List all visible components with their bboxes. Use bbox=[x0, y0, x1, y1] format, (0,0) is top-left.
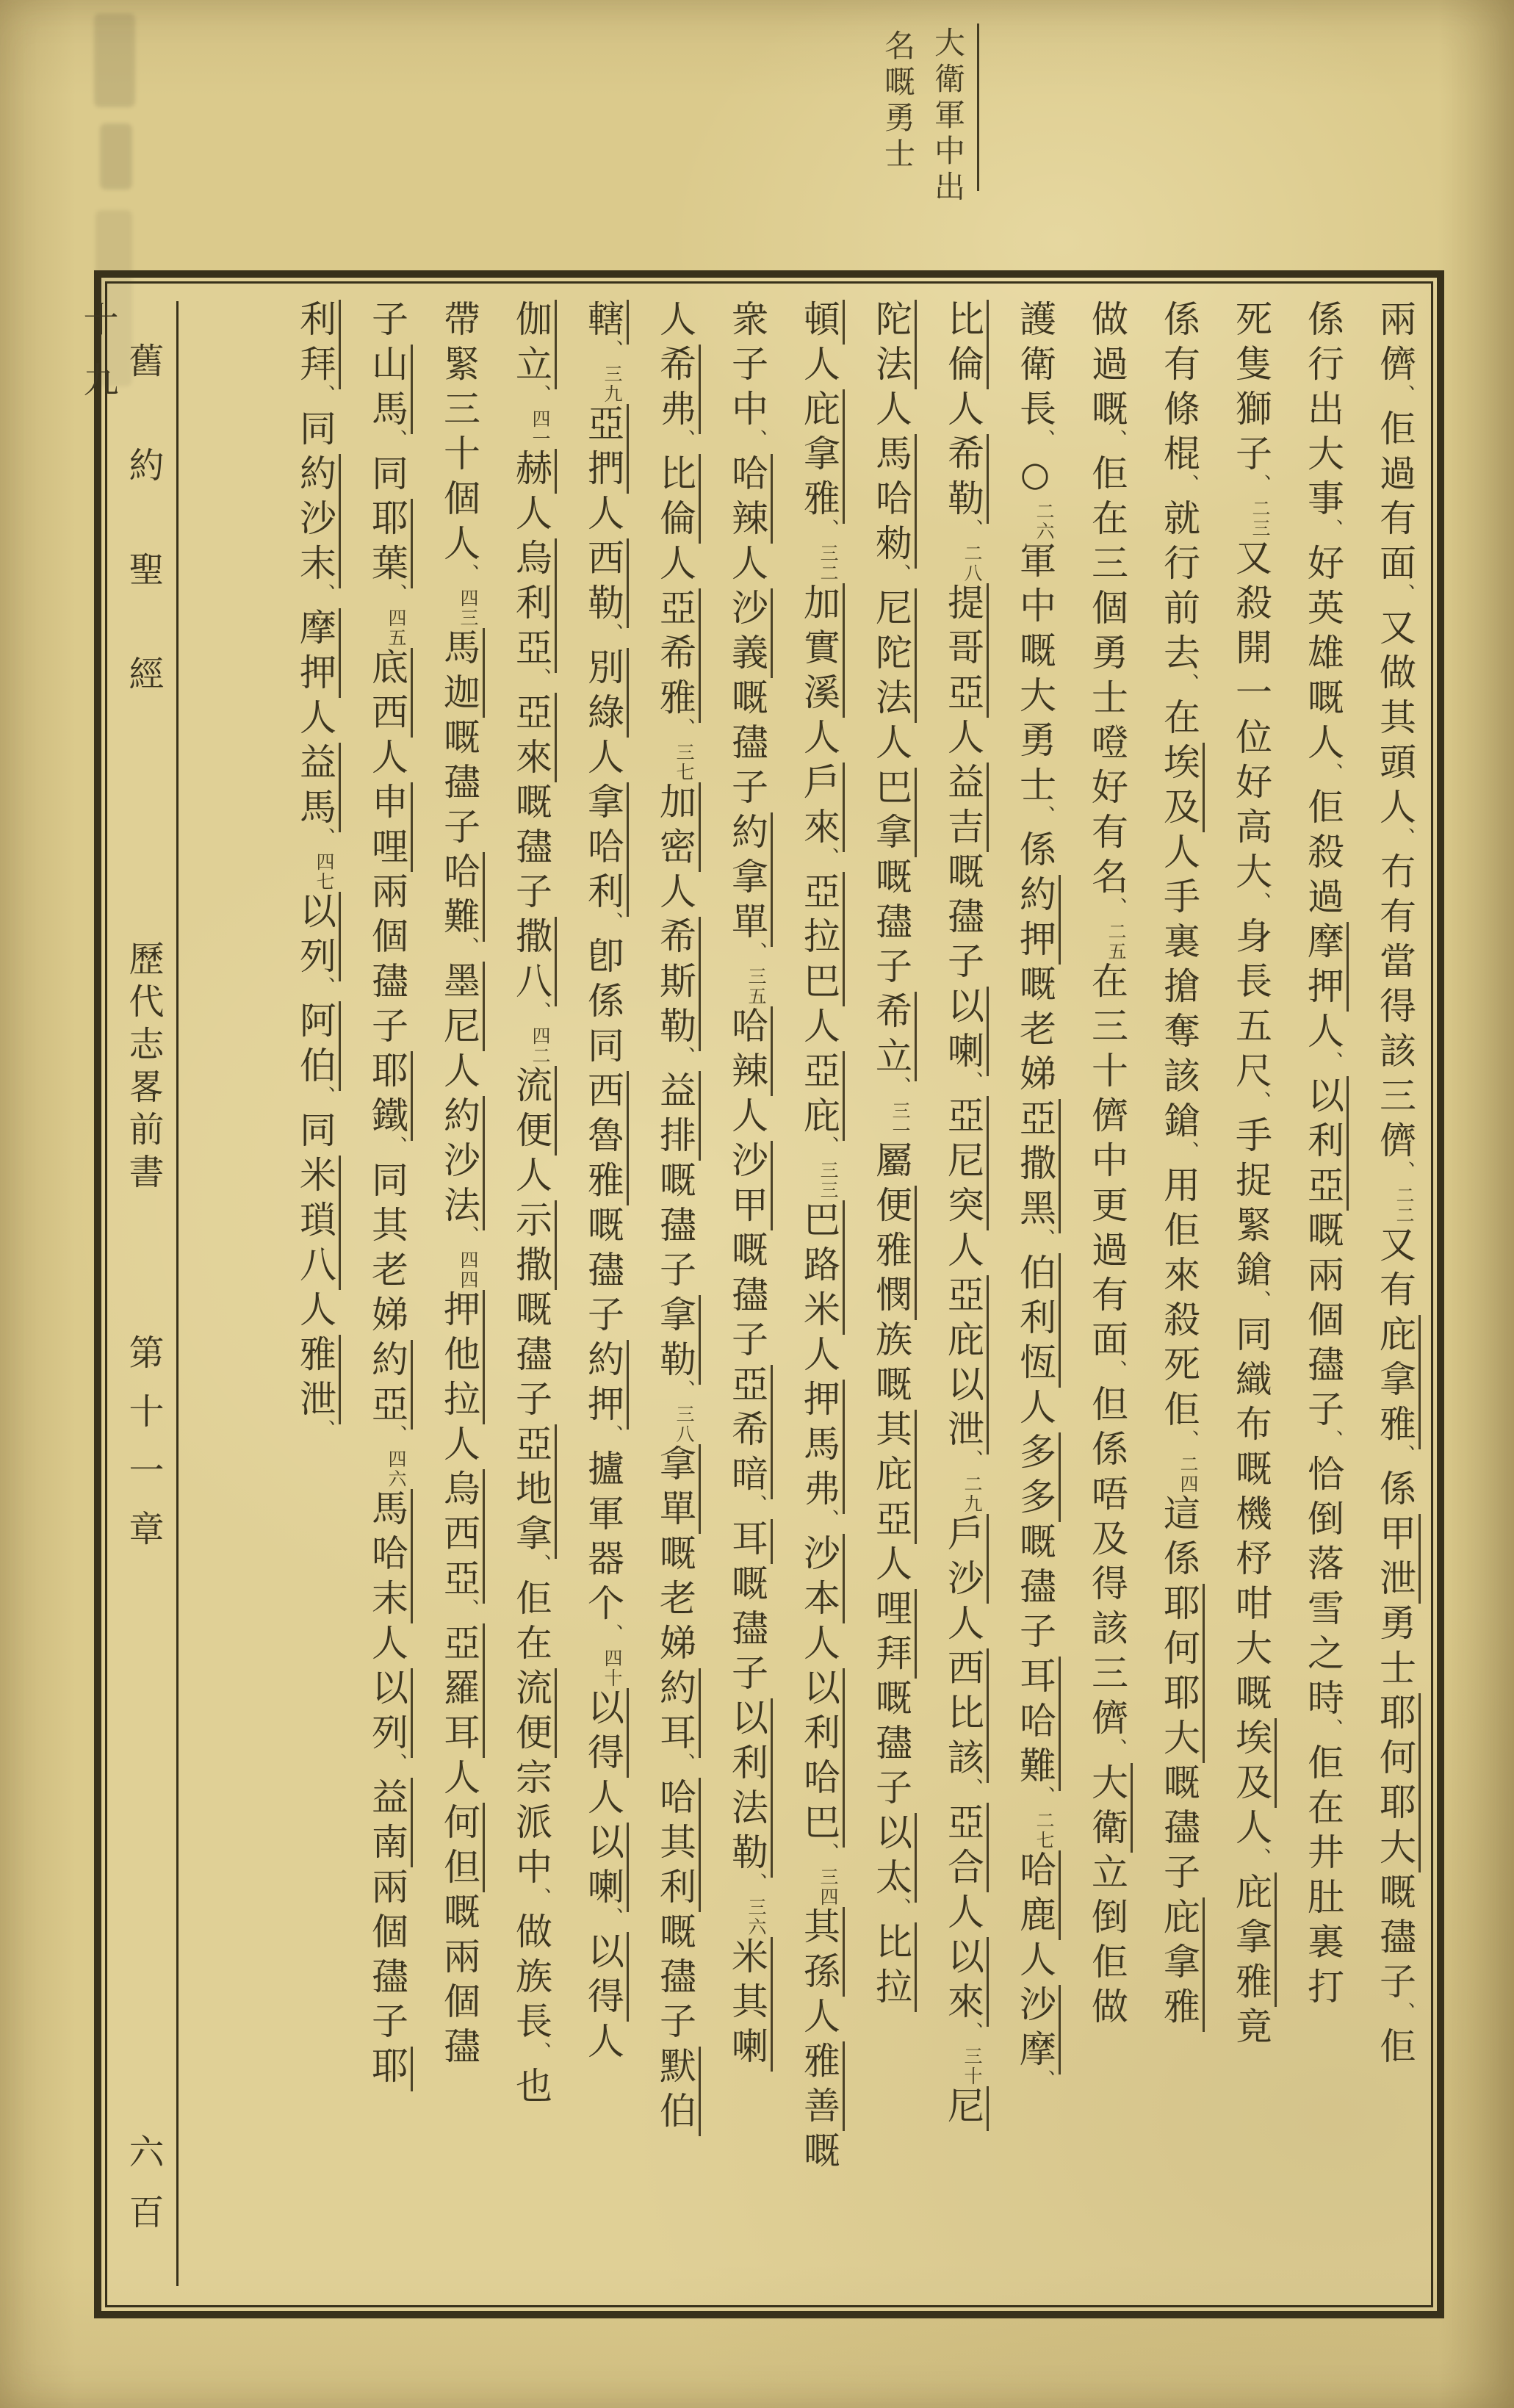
pause-mark: 、 bbox=[744, 429, 767, 449]
verse-number: 二三 bbox=[1250, 499, 1271, 538]
proper-name: 雅泄 bbox=[294, 1335, 341, 1424]
proper-name: 哈難 bbox=[438, 852, 485, 942]
verse-number: 四二 bbox=[530, 1026, 551, 1066]
proper-name: 庇拿雅 bbox=[1158, 1897, 1205, 2032]
pause-mark: 、 bbox=[816, 847, 839, 867]
proper-name: 頓 bbox=[798, 300, 845, 345]
proper-name: 西勒 bbox=[582, 538, 629, 628]
pause-mark: 、 bbox=[1248, 1290, 1271, 1310]
pause-mark: 、 bbox=[1104, 1738, 1127, 1758]
text-column: 做過嘅、佢在三個勇士噔好有名、二五在三十儕中更過有面、但係唔及得該三儕、大衛立倒佢做 bbox=[1086, 300, 1128, 2285]
pause-mark: 、 bbox=[528, 668, 551, 688]
pause-mark: 、 bbox=[1320, 763, 1343, 782]
pause-mark: 、 bbox=[1248, 1848, 1271, 1867]
verse-number: 二四 bbox=[1178, 1454, 1199, 1494]
verse-number: 四六 bbox=[386, 1449, 407, 1489]
proper-name: 尼 bbox=[942, 2086, 989, 2131]
pause-mark: 、 bbox=[1320, 1051, 1343, 1071]
pause-mark: 、 bbox=[816, 1509, 839, 1529]
pause-mark: 、 bbox=[888, 1897, 911, 1917]
pause-mark: 、 bbox=[312, 384, 335, 404]
pause-mark: 、 bbox=[600, 1907, 623, 1927]
pause-mark: 、 bbox=[1392, 2002, 1415, 2022]
proper-name: 哈鹿 bbox=[1014, 1850, 1061, 1940]
pause-mark: 、 bbox=[312, 1419, 335, 1439]
pause-mark: 、 bbox=[672, 1380, 695, 1399]
verse-number: 四十 bbox=[602, 1648, 623, 1688]
proper-name: 耶何耶大 bbox=[1158, 1584, 1205, 1763]
running-head-line-2: 名嘅勇士 bbox=[880, 29, 916, 173]
pause-mark: 、 bbox=[1176, 1141, 1199, 1161]
proper-name: 比倫 bbox=[654, 454, 701, 544]
proper-name: 戶來 bbox=[798, 763, 845, 852]
pause-mark: 、 bbox=[1032, 1786, 1055, 1806]
proper-name: 摩押 bbox=[294, 608, 341, 698]
pause-mark: 、 bbox=[312, 583, 335, 603]
proper-name: 庇拿雅 bbox=[1230, 1872, 1277, 2007]
chapter-number: 第十一章 bbox=[123, 1334, 164, 1569]
text-column: 帶緊三十個人、四三馬迦嘅孻子哈難、墨尼人約沙法、四四押他拉人烏西亞、亞羅耳人何但嘅兩個孻 bbox=[438, 300, 480, 2285]
text-column: 子山馬、同耶葉、四五底西人申哩兩個孻子耶鐵、同其老娣約亞、四六馬哈末人以列、益南兩個孻子耶 bbox=[366, 300, 408, 2285]
proper-name: 埃及 bbox=[1158, 743, 1205, 832]
ink-bleed-artifact bbox=[94, 13, 135, 107]
text-column: 衆子中、哈辣人沙義嘅孻子約拿單、三五哈辣人沙甲嘅孻子亞希暗、耳嘅孻子以利法勒、三六米其喇 bbox=[726, 300, 768, 2285]
proper-name: 希勒 bbox=[942, 434, 989, 524]
proper-name: 尼陀法 bbox=[870, 588, 917, 723]
pause-mark: 、 bbox=[600, 1623, 623, 1643]
proper-name: 何但 bbox=[438, 1803, 485, 1892]
pause-mark: 、 bbox=[1032, 429, 1055, 449]
proper-name: 撒八 bbox=[510, 917, 557, 1006]
proper-name: 伯利恆 bbox=[1014, 1253, 1061, 1388]
pause-mark: 、 bbox=[600, 339, 623, 359]
proper-name: 馬迦 bbox=[438, 628, 485, 718]
pause-mark: 、 bbox=[888, 563, 911, 583]
proper-name: 阿伯 bbox=[294, 1001, 341, 1091]
proper-name: 流便 bbox=[510, 1668, 557, 1758]
proper-name: 墨尼 bbox=[438, 962, 485, 1051]
verse-number: 四七 bbox=[314, 852, 335, 892]
pause-mark: 、 bbox=[384, 429, 407, 449]
proper-name: 便雅憫 bbox=[870, 1186, 917, 1320]
pause-mark: 、 bbox=[528, 1554, 551, 1574]
text-column: 轄、三九亞捫人西勒、別綠人拿哈利、卽係同西魯雅嘅孻子約押、攎軍器个、四十以得人以喇、以得人 bbox=[582, 300, 624, 2285]
proper-name: 申哩 bbox=[366, 782, 413, 872]
proper-name: 比拉 bbox=[870, 1922, 917, 2012]
verse-number: 三六 bbox=[746, 1897, 767, 1937]
proper-name: 拿勒 bbox=[654, 1295, 701, 1385]
proper-name: 提哥亞 bbox=[942, 583, 989, 718]
pause-mark: 、 bbox=[1032, 1228, 1055, 1248]
proper-name: 以喇 bbox=[942, 987, 989, 1076]
proper-name: 哈辣 bbox=[726, 1006, 773, 1096]
proper-name: 約沙末 bbox=[294, 454, 341, 588]
proper-name: 耶鐵 bbox=[366, 1051, 413, 1141]
pause-mark: 、 bbox=[960, 2022, 983, 2041]
proper-name: 耶 bbox=[366, 2047, 413, 2091]
proper-name: 亞羅耳 bbox=[438, 1623, 485, 1758]
verse-number: 四五 bbox=[386, 608, 407, 648]
proper-name: 巴拿 bbox=[870, 768, 917, 857]
proper-name: 巴路米 bbox=[798, 1200, 845, 1335]
verse-number: 四一 bbox=[530, 409, 551, 449]
verse-number: 二二 bbox=[1394, 1186, 1415, 1225]
proper-name: 耳 bbox=[726, 1519, 773, 1564]
proper-name: 米瑣八 bbox=[294, 1156, 341, 1290]
verse-number: 三七 bbox=[674, 743, 695, 782]
pause-mark: 、 bbox=[528, 1001, 551, 1021]
proper-name: 加實溪 bbox=[798, 583, 845, 718]
proper-name: 沙本 bbox=[798, 1534, 845, 1623]
proper-name: 哈其利 bbox=[654, 1778, 701, 1912]
proper-name: 西比該 bbox=[942, 1648, 989, 1783]
pause-mark: 、 bbox=[456, 1225, 479, 1245]
proper-name: 流便 bbox=[510, 1066, 557, 1156]
pause-mark: 、 bbox=[888, 1076, 911, 1096]
proper-name: 約拿單 bbox=[726, 812, 773, 947]
proper-name: 默伯 bbox=[654, 2047, 701, 2136]
proper-name: 以利哈巴 bbox=[798, 1668, 845, 1848]
pause-mark: 、 bbox=[1176, 474, 1199, 494]
proper-name: 拿單 bbox=[654, 1444, 701, 1534]
proper-name: 拿哈利 bbox=[582, 782, 629, 917]
proper-name: 西魯雅 bbox=[582, 1071, 629, 1205]
verse-number: 三二 bbox=[818, 544, 839, 583]
title-column bbox=[77, 301, 179, 2286]
proper-name: 伽立 bbox=[510, 300, 557, 389]
proper-name: 約耳 bbox=[654, 1668, 701, 1758]
proper-name: 加密 bbox=[654, 782, 701, 872]
verse-number: 三五 bbox=[746, 967, 767, 1006]
proper-name: 戶沙 bbox=[942, 1514, 989, 1604]
pause-mark: 、 bbox=[1320, 519, 1343, 538]
proper-name: 雅善 bbox=[798, 2041, 845, 2131]
proper-name: 埃及 bbox=[1230, 1718, 1277, 1808]
proper-name: 亞希雅 bbox=[654, 588, 701, 723]
pause-mark: 、 bbox=[1104, 429, 1127, 449]
pause-mark: 、 bbox=[744, 1872, 767, 1892]
verse-number: 三四 bbox=[818, 1867, 839, 1907]
proper-name: 以得 bbox=[582, 1688, 629, 1778]
pause-mark: 、 bbox=[1320, 1430, 1343, 1449]
proper-name: 馬哈末 bbox=[366, 1489, 413, 1623]
text-column: 係有條棍、就行前去、在埃及人手裏搶奪該鎗、用佢來殺死佢、二四這係耶何耶大嘅孻子庇拿雅 bbox=[1158, 300, 1200, 2285]
verse-number: 二七 bbox=[1034, 1811, 1055, 1850]
proper-name: 其孫 bbox=[798, 1907, 845, 1997]
text-column: 比倫人希勒、二八提哥亞人益吉嘅孻子以喇、亞尼突人亞庇以泄、二九戶沙人西比該、亞合人以來、三十尼 bbox=[942, 300, 984, 2285]
proper-name: 米其喇 bbox=[726, 1937, 773, 2072]
pause-mark: 、 bbox=[816, 1136, 839, 1156]
proper-name: 希弗 bbox=[654, 345, 701, 434]
verse-number: 三九 bbox=[602, 364, 623, 404]
text-column: 護衛長、○二六軍中嘅大勇士、係約押嘅老娣亞撒黑、伯利恆人多多嘅孻子耳哈難、二七哈鹿人沙摩、 bbox=[1014, 300, 1056, 2285]
pause-mark: 、 bbox=[312, 976, 335, 996]
proper-name: 益南 bbox=[366, 1778, 413, 1867]
proper-name: 以喇 bbox=[582, 1823, 629, 1912]
book-title: 舊約聖經 bbox=[123, 342, 164, 760]
proper-name: 陀法 bbox=[870, 300, 917, 389]
pause-mark: 、 bbox=[1320, 1718, 1343, 1738]
proper-name: 大衛 bbox=[1086, 1763, 1133, 1853]
proper-name: 多多 bbox=[1014, 1432, 1061, 1522]
proper-name: 以列 bbox=[294, 892, 341, 981]
text-frame bbox=[77, 270, 1444, 2318]
text-column: 人希弗、比倫人亞希雅、三七加密人希斯勒、益排嘅孻子拿勒、三八拿單嘅老娣約耳、哈其利嘅孻子默伯 bbox=[654, 300, 696, 2285]
proper-name: 亞拉巴 bbox=[798, 872, 845, 1006]
pause-mark: 、 bbox=[1392, 1444, 1415, 1464]
proper-name: 押馬弗 bbox=[798, 1380, 845, 1514]
proper-name: 亞尼突 bbox=[942, 1096, 989, 1230]
page-number: 六百十九 bbox=[77, 301, 164, 2254]
pause-mark: 、 bbox=[1104, 1360, 1127, 1380]
pause-mark: 、 bbox=[456, 1598, 479, 1618]
pause-mark: 、 bbox=[384, 583, 407, 603]
text-column: 頓人庇拿雅、三二加實溪人戶來、亞拉巴人亞庇、三三巴路米人押馬弗、沙本人以利哈巴、三四其孫人雅善嘅 bbox=[798, 300, 840, 2285]
pause-mark: 、 bbox=[960, 1778, 983, 1798]
proper-name: 哈辣 bbox=[726, 454, 773, 544]
pause-mark: 、 bbox=[600, 1424, 623, 1444]
pause-mark: 、 bbox=[528, 384, 551, 404]
proper-name: 底西 bbox=[366, 648, 413, 738]
proper-name: 約押 bbox=[582, 1340, 629, 1430]
pause-mark: 、 bbox=[672, 1046, 695, 1066]
proper-name: 利拜 bbox=[294, 300, 341, 389]
verse-number: 三三 bbox=[818, 1161, 839, 1200]
section-title: 歷代志畧前書 bbox=[123, 940, 164, 1196]
proper-name: 沙甲 bbox=[726, 1141, 773, 1230]
proper-name: 沙摩 bbox=[1014, 1985, 1061, 2074]
pause-mark: 、 bbox=[744, 1494, 767, 1514]
pause-mark: 、 bbox=[960, 519, 983, 538]
pause-mark: 、 bbox=[1248, 892, 1271, 912]
proper-name: 押他拉 bbox=[438, 1290, 485, 1424]
proper-name: 約沙法 bbox=[438, 1096, 485, 1230]
proper-name: 比倫 bbox=[942, 300, 989, 389]
proper-name: 耶何耶大 bbox=[1374, 1693, 1421, 1872]
pause-mark: 、 bbox=[1032, 2069, 1055, 2089]
pause-mark: 、 bbox=[744, 942, 767, 962]
pause-mark: 、 bbox=[960, 1071, 983, 1091]
pause-mark: 、 bbox=[816, 519, 839, 538]
pause-mark: 、 bbox=[312, 827, 335, 847]
ink-bleed-artifact bbox=[100, 123, 132, 190]
proper-name: 益吉 bbox=[942, 763, 989, 852]
pause-mark: 、 bbox=[1392, 1161, 1415, 1180]
proper-name: 亞庇以泄 bbox=[942, 1275, 989, 1454]
verse-number: 三十 bbox=[962, 2047, 983, 2086]
verse-number: 二五 bbox=[1106, 922, 1127, 962]
proper-name: 以利法勒 bbox=[726, 1698, 773, 1878]
proper-name: 馬哈勑 bbox=[870, 434, 917, 569]
proper-name: 以列 bbox=[366, 1668, 413, 1758]
proper-name: 亞地拿 bbox=[510, 1424, 557, 1559]
pause-mark: 、 bbox=[960, 1449, 983, 1469]
proper-name: 耶葉 bbox=[366, 499, 413, 588]
proper-name: 哩拜 bbox=[870, 1589, 917, 1679]
proper-name: 亞希暗 bbox=[726, 1365, 773, 1499]
pause-mark: 、 bbox=[1392, 384, 1415, 404]
verse-number: 三八 bbox=[674, 1405, 695, 1444]
pause-mark: 、 bbox=[1176, 673, 1199, 693]
verse-number: 二九 bbox=[962, 1474, 983, 1514]
proper-name: 以來 bbox=[942, 1937, 989, 2027]
proper-name: 以得 bbox=[582, 1932, 629, 2022]
text-frame-inner-border bbox=[77, 281, 1433, 2307]
verse-number: 三一 bbox=[890, 1101, 911, 1141]
verse-number: 二六 bbox=[1034, 502, 1055, 541]
pause-mark: 、 bbox=[1104, 897, 1127, 917]
proper-name: 其庇亞 bbox=[870, 1410, 917, 1544]
pause-mark: 、 bbox=[456, 563, 479, 583]
verse-number: 四四 bbox=[458, 1250, 479, 1290]
pause-mark: 、 bbox=[1392, 827, 1415, 847]
text-column: 伽立、四一赫人烏利亞、亞來嘅孻子撒八、四二流便人示撒嘅孻子亞地拿、佢在流便宗派中、做族長、也 bbox=[510, 300, 552, 2285]
pause-mark: 、 bbox=[312, 1086, 335, 1106]
text-column: 死隻獅子、二三又殺開一位好高大、身長五尺、手捉緊鎗、同織布嘅機杼咁大嘅埃及人、庇拿雅竟 bbox=[1230, 300, 1272, 2285]
proper-name: 摩押 bbox=[1302, 922, 1349, 1012]
proper-name: 亞捫 bbox=[582, 404, 629, 494]
pause-mark: 、 bbox=[672, 718, 695, 738]
proper-name: 亞庇 bbox=[798, 1051, 845, 1141]
proper-name: 約押 bbox=[1014, 875, 1061, 965]
proper-name: 希斯勒 bbox=[654, 917, 701, 1051]
proper-name: 以利亞 bbox=[1302, 1076, 1349, 1211]
pause-mark: 、 bbox=[600, 623, 623, 643]
proper-name: 沙義 bbox=[726, 588, 773, 678]
pause-mark: 、 bbox=[600, 912, 623, 931]
proper-name: 庇拿雅 bbox=[1374, 1315, 1421, 1449]
proper-name: 烏利亞 bbox=[510, 538, 557, 673]
proper-name: 耳哈難 bbox=[1014, 1657, 1061, 1791]
pause-mark: 、 bbox=[384, 1424, 407, 1444]
proper-name: 甲泄 bbox=[1374, 1514, 1421, 1604]
pause-mark: 、 bbox=[1248, 474, 1271, 494]
proper-name: 山馬 bbox=[366, 345, 413, 434]
pause-mark: 、 bbox=[1248, 1091, 1271, 1111]
verse-number: 四三 bbox=[458, 588, 479, 628]
proper-name: 赫 bbox=[510, 449, 557, 494]
proper-name: 益排 bbox=[654, 1071, 701, 1161]
proper-name: 亞來 bbox=[510, 693, 557, 782]
pause-mark: 、 bbox=[384, 1753, 407, 1773]
proper-name: 以太 bbox=[870, 1813, 917, 1903]
proper-name: 別綠 bbox=[582, 648, 629, 738]
scripture-columns bbox=[254, 300, 1421, 2285]
running-head-line-1: 大衛軍中出 bbox=[930, 26, 966, 206]
proper-name: 庇拿雅 bbox=[798, 389, 845, 524]
text-column: 係行出大事、好英雄嘅人、佢殺過摩押人、以利亞嘅兩個孻子、恰倒落雪之時、佢在井肚裏打 bbox=[1302, 300, 1344, 2285]
pause-mark: 、 bbox=[1392, 583, 1415, 603]
running-head-rule bbox=[977, 24, 979, 191]
verse-number: 二八 bbox=[962, 544, 983, 583]
proper-name: 亞撒黑 bbox=[1014, 1099, 1061, 1233]
pause-mark: 、 bbox=[672, 1753, 695, 1773]
proper-name: 益馬 bbox=[294, 743, 341, 832]
pause-mark: 、 bbox=[816, 1842, 839, 1862]
section-circle: ○ bbox=[1015, 454, 1055, 502]
pause-mark: 、 bbox=[528, 2041, 551, 2061]
proper-name: 示撒 bbox=[510, 1200, 557, 1290]
proper-name: 約亞 bbox=[366, 1340, 413, 1430]
proper-name: 希立 bbox=[870, 992, 917, 1081]
text-column: 兩儕、佢過有面、又做其頭人、冇有當得該三儕、二二又有庇拿雅、係甲泄勇士耶何耶大嘅孻子、佢 bbox=[1374, 300, 1416, 2285]
pause-mark: 、 bbox=[1176, 1430, 1199, 1449]
proper-name: 轄 bbox=[582, 300, 629, 345]
proper-name: 烏西亞 bbox=[438, 1469, 485, 1604]
pause-mark: 、 bbox=[672, 429, 695, 449]
pause-mark: 、 bbox=[1032, 805, 1055, 825]
text-column: 利拜、同約沙末、摩押人益馬、四七以列、阿伯、同米瑣八人雅泄、 bbox=[294, 300, 336, 2285]
proper-name: 亞合 bbox=[942, 1803, 989, 1892]
pause-mark: 、 bbox=[384, 1136, 407, 1156]
text-column: 陀法人馬哈勑、尼陀法人巴拿嘅孻子希立、三一屬便雅憫族嘅其庇亞人哩拜嘅孻子以太、比拉 bbox=[870, 300, 912, 2285]
pause-mark: 、 bbox=[528, 1887, 551, 1907]
pause-mark: 、 bbox=[456, 937, 479, 956]
